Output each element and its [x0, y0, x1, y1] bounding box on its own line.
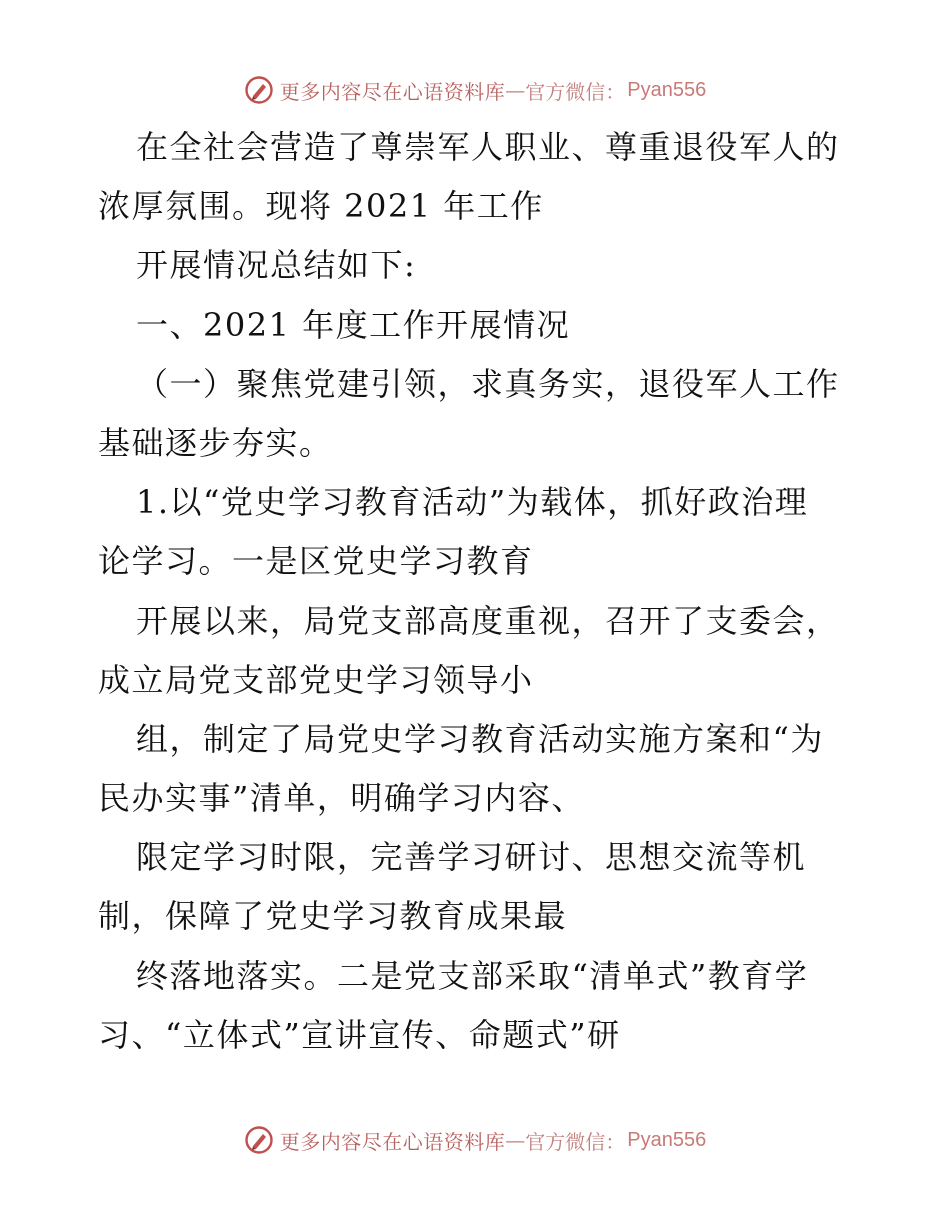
text-line: 民办实事”清单，明确学习内容、 — [98, 779, 585, 818]
text-line: 开展情况总结如下: — [136, 246, 417, 285]
text-line: 基础逐步夯实。 — [98, 423, 333, 462]
text-line: 开展以来，局党支部高度重视，召开了支委会， — [136, 601, 840, 640]
text-line: 限定学习时限，完善学习研讨、思想交流等机 — [136, 838, 807, 877]
body-text — [98, 118, 858, 1065]
text-line: 制，保障了党史学习教育成果最 — [98, 897, 568, 936]
watermark-wechat-id: Pyan556 — [627, 78, 707, 101]
text-line: 一、2021 年度工作开展情况 — [136, 305, 571, 344]
watermark-site-text: 更多内容尽在心语资料库 — [279, 79, 506, 104]
pen-logo-icon — [244, 75, 274, 105]
watermark-separator: — — [505, 1128, 526, 1152]
text-line: 成立局党支部党史学习领导小 — [98, 660, 534, 699]
pen-logo-icon — [244, 1125, 274, 1155]
text-line: 浓厚氛围。现将 2021 年工作 — [98, 187, 544, 226]
text-line: 终落地落实。二是党支部采取“清单式”教育学 — [136, 956, 809, 995]
watermark-site-text: 更多内容尽在心语资料库 — [279, 1129, 506, 1154]
text-line: 习、“立体式”宣讲宣传、命题式”研 — [98, 1015, 621, 1054]
text-line: 论学习。一是区党史学习教育 — [98, 542, 534, 581]
text-line: （一）聚焦党建引领，求真务实，退役军人工作 — [136, 364, 840, 403]
watermark-wechat-label: 官方微信： — [525, 1129, 626, 1154]
footer-watermark — [0, 1122, 950, 1158]
text-line: 1.以“党史学习教育活动”为载体，抓好政治理 — [136, 483, 809, 522]
watermark-separator: — — [505, 78, 526, 102]
header-watermark — [0, 72, 950, 108]
text-line: 在全社会营造了尊崇军人职业、尊重退役军人的 — [136, 128, 840, 166]
text-line: 组，制定了局党史学习教育活动实施方案和“为 — [136, 719, 824, 758]
watermark-wechat-label: 官方微信： — [525, 79, 626, 104]
watermark-wechat-id: Pyan556 — [627, 1128, 707, 1151]
